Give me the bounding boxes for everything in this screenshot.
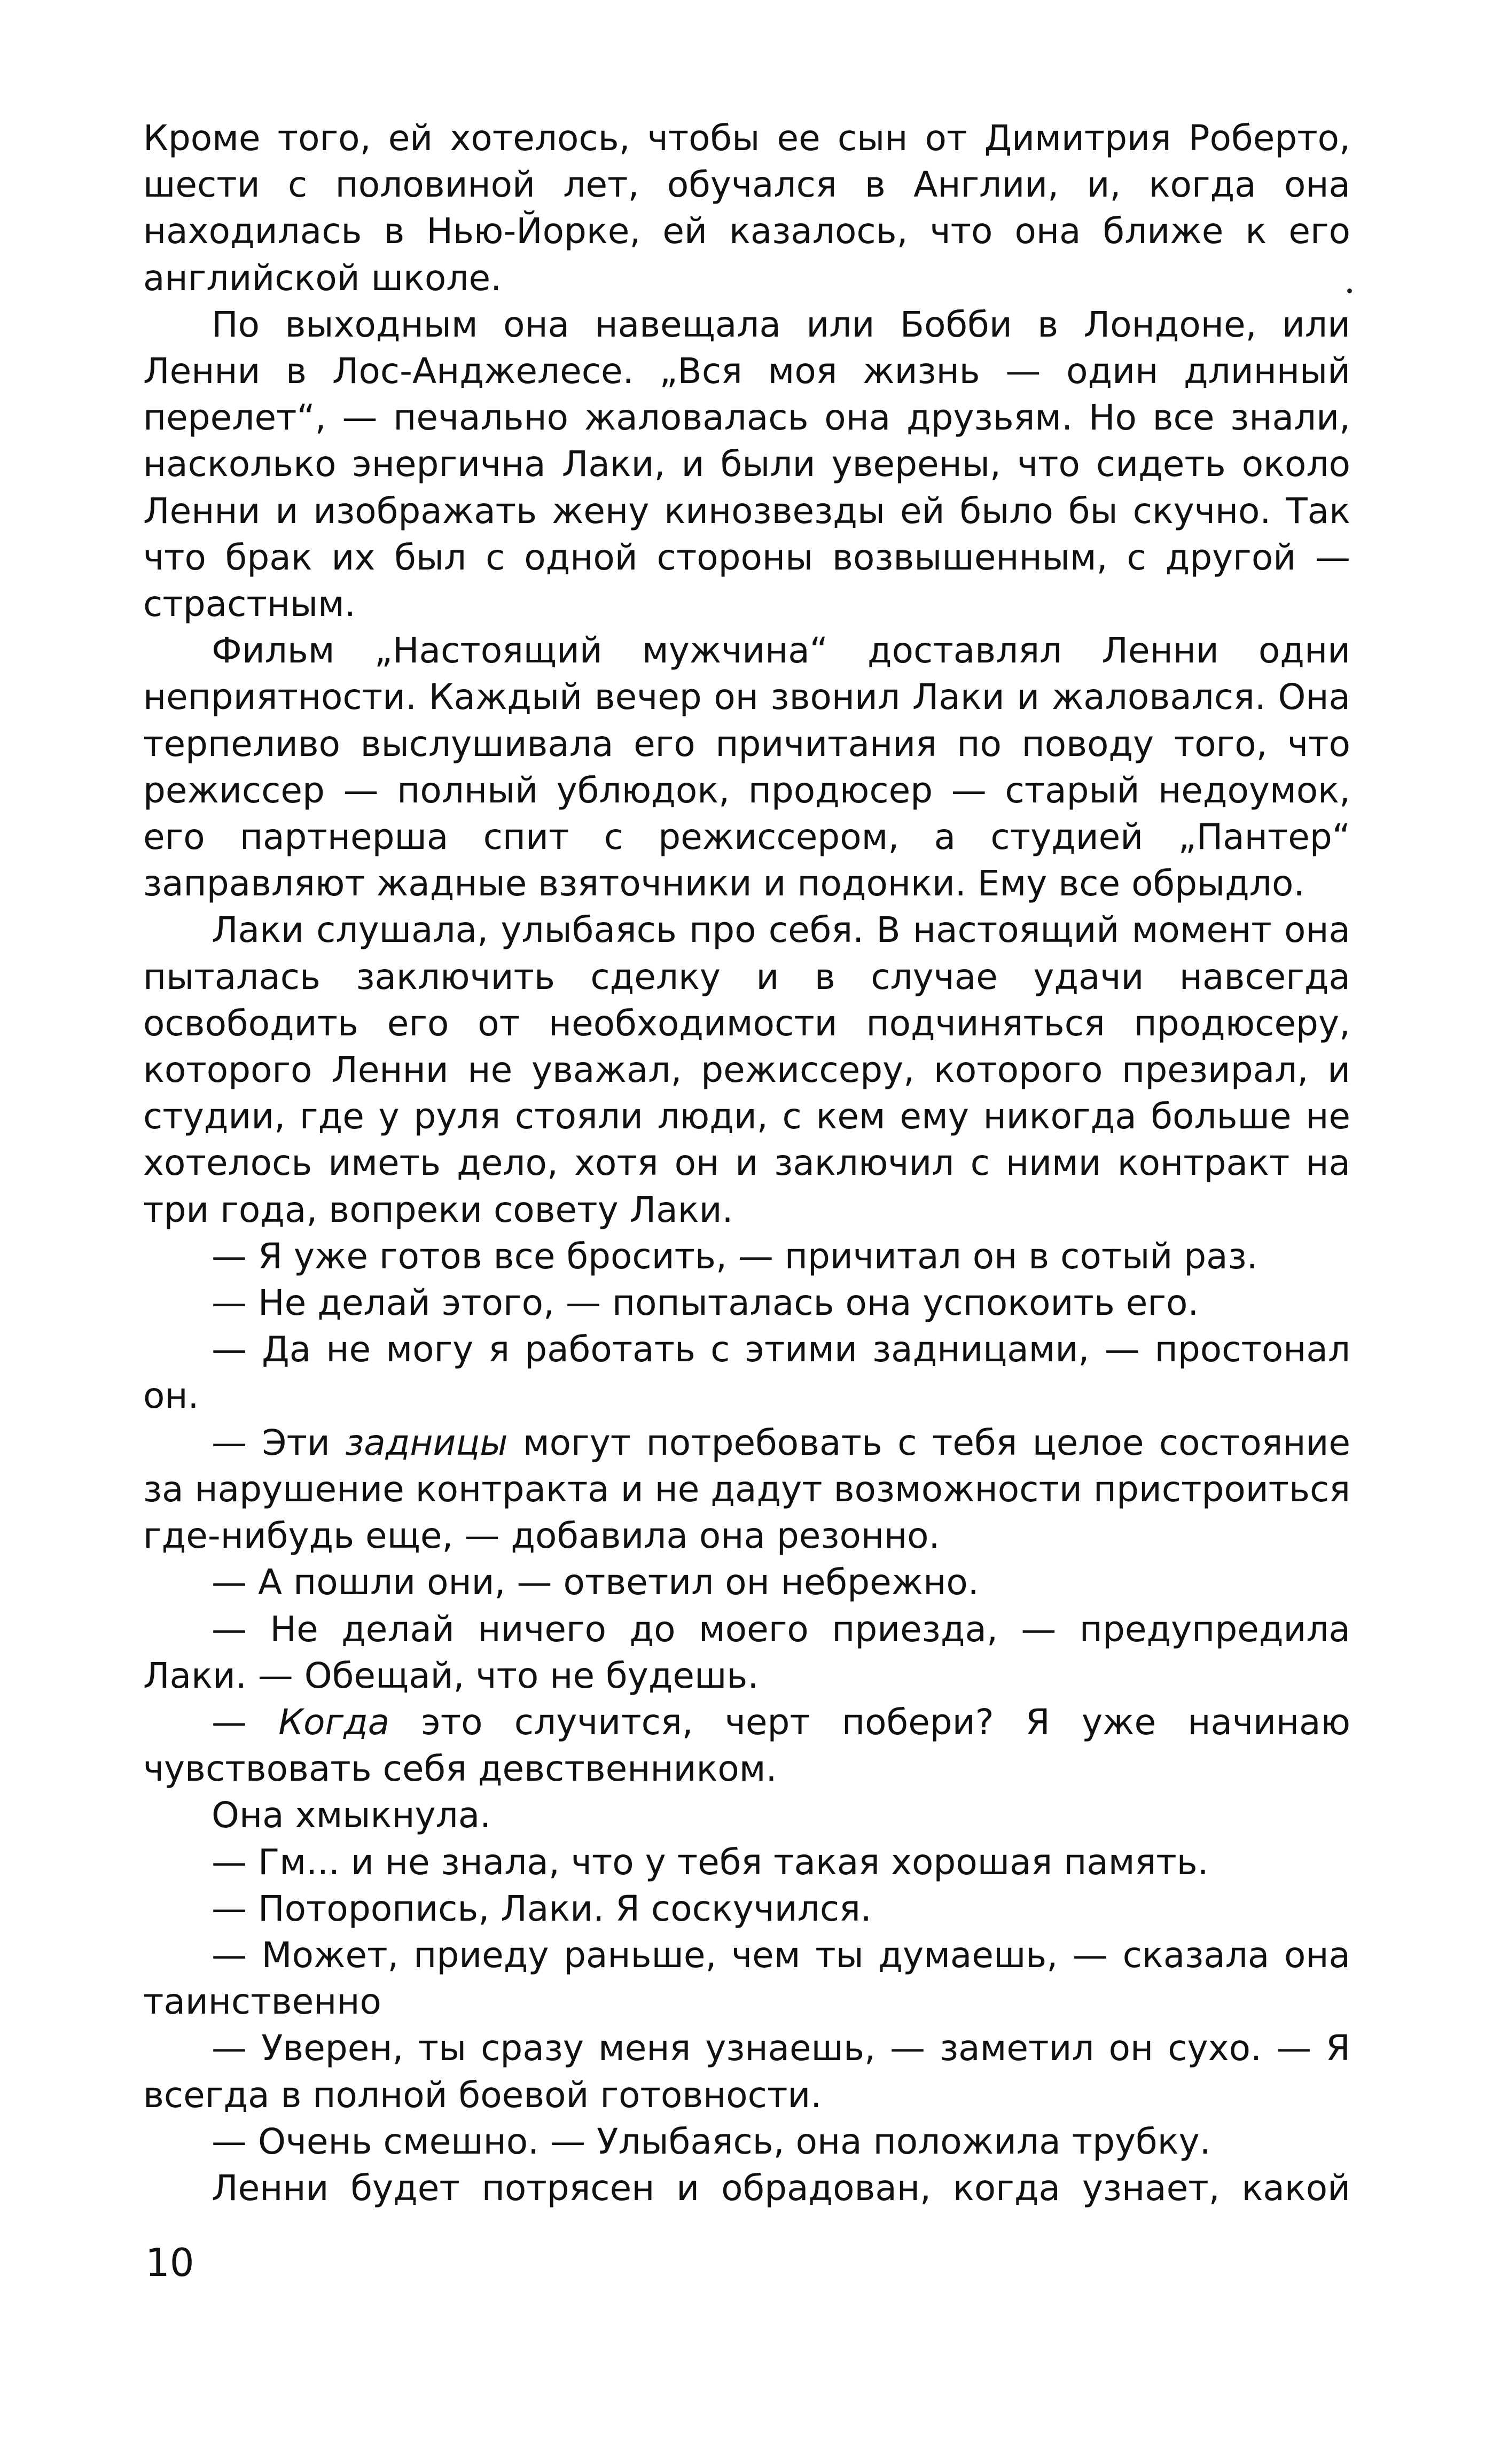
- narration-line: Она хмыкнула.: [212, 1795, 491, 1836]
- italic-word: Когда: [278, 1701, 390, 1743]
- dialogue-line: — Не делай ничего до моего приезда, — предупредила Лаки. — Обещай, что не будешь.: [143, 1608, 1350, 1696]
- paragraph-1: Кроме того, ей хотелось, чтобы ее сын от Димитрия Роберто, шести с половиной лет, обучался в Англии, и, когда она находилась в Нью-Йорке, ей казалось, что она ближе к его английской школе.: [143, 118, 1350, 299]
- italic-word: задницы: [345, 1422, 508, 1463]
- dialogue-line: — Уверен, ты сразу меня узнаешь, — заметил он сухо. — Я всегда в полной боевой готовности.: [143, 2028, 1350, 2116]
- paragraph-4: Лаки слушала, улыбаясь про себя. В настоящий момент она пыталась заключить сделку и в случае удачи навсегда освободить его от необходимости подчиняться продюсеру, которого Ленни не уважал, режиссеру, которого презирал, и студии, где у руля стояли люди, с кем ему никогда больше не хотелось иметь дело, хотя он и заключил с ними контракт на три года, вопреки совету Лаки.: [143, 909, 1350, 1230]
- paragraph-3: Фильм „Настоящий мужчина“ доставлял Ленни одни неприятности. Каждый вечер он звонил Лаки и жаловался. Она терпеливо выслушивала его причитания по поводу того, что режиссер — полный ублюдок, продюсер — старый недоумок, его партнерша спит с режиссером, а студией „Пантер“ заправляют жадные взяточники и подонки. Ему все обрыдло.: [143, 630, 1350, 904]
- body-text: [143, 115, 1350, 2211]
- dialogue-line: — Гм... и не знала, что у тебя такая хорошая память.: [212, 1841, 1209, 1883]
- page-number: 10: [145, 2240, 194, 2285]
- dialogue-line: — Я уже готов все бросить, — причитал он в сотый раз.: [212, 1235, 1258, 1277]
- dialogue-line: — Может, приеду раньше, чем ты думаешь, — сказала она таинственно: [143, 1934, 1350, 2023]
- paragraph-2: По выходным она навещала или Бобби в Лондоне, или Ленни в Лос-Анджелесе. „Вся моя жизнь — один длинный перелет“, — печально жаловалась она друзьям. Но все знали, насколько энергична Лаки, и были уверены, что сидеть около Ленни и изображать жену кинозвезды ей было бы скучно. Так что брак их был с одной стороны возвышенным, с другой — страстным.: [143, 303, 1350, 625]
- dialogue-line-italic: [143, 1699, 1350, 1792]
- text-run: могут потребовать с тебя целое состояние за нарушение контракта и не дадут возможности пристроиться где-нибудь еще, — добавила она резонно.: [143, 1422, 1350, 1557]
- text-run: —: [212, 1701, 279, 1743]
- dialogue-line: — Очень смешно. — Улыбаясь, она положила трубку.: [212, 2120, 1211, 2162]
- dialogue-line: — Не делай этого, — попыталась она успокоить его.: [212, 1282, 1199, 1324]
- dialogue-line: — Поторопись, Лаки. Я соскучился.: [212, 1888, 872, 1929]
- dialogue-line: — А пошли они, — ответил он небрежно.: [212, 1562, 979, 1603]
- text-run: — Эти: [212, 1422, 346, 1463]
- paragraph-final: Ленни будет потрясен и обрадован, когда узнает, какой: [212, 2167, 1350, 2209]
- dialogue-line: — Да не могу я работать с этими задницами, — простонал он.: [143, 1329, 1350, 1417]
- text-run: это случится, черт побери? Я уже начинаю чувствовать себя девственником.: [143, 1701, 1350, 1790]
- dialogue-line-italic: [143, 1420, 1350, 1560]
